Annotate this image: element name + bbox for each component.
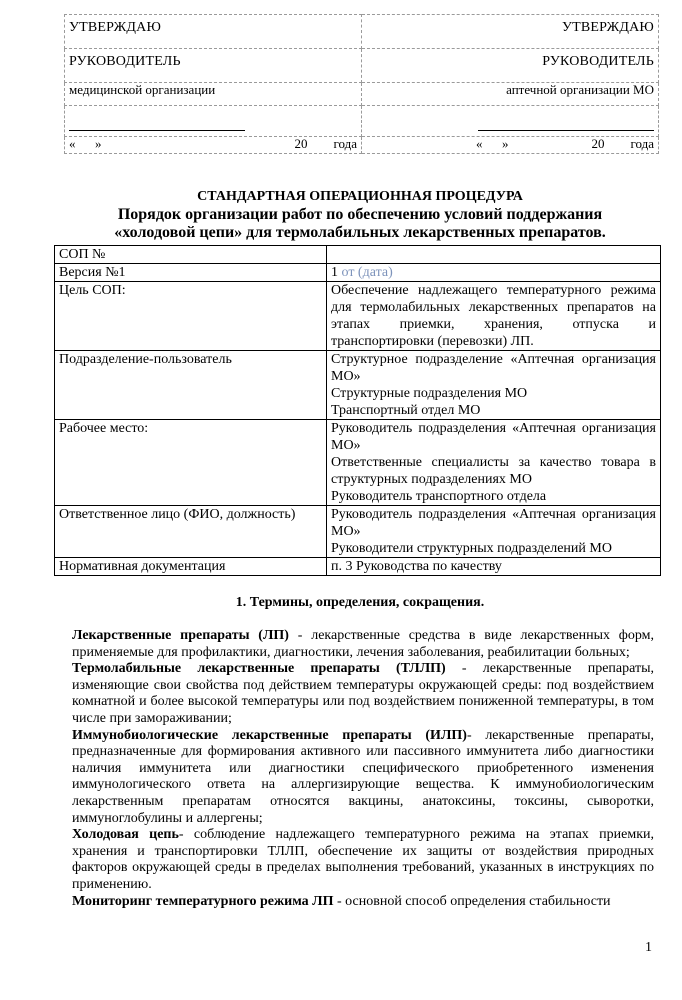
document-subtitle-line2: «холодовой цепи» для термолабильных лекарственных препаратов.	[114, 224, 606, 241]
version-label: Версия №1	[55, 264, 327, 282]
document-subtitle-line1: Порядок организации работ по обеспечению условий поддержания	[117, 206, 603, 223]
version-value: 1 от (дата)	[327, 264, 661, 282]
sop-row-value: Руководитель подразделения «Аптечная организация МО» Ответственные специалисты за качество товара в структурных подразделениях МО Руководитель транспортного отдела	[327, 420, 661, 506]
section-heading: 1. Термины, определения, сокращения.	[235, 595, 485, 610]
term-paragraph: Термолабильные лекарственные препараты (ТЛЛП) - лекарственные препараты, изменяющие свои свойства под действием температуры окружающей среды: под воздействием комнатной и более высокой температуры или под воздействием пониженной температуры, в том числе при замораживании;	[72, 661, 654, 726]
sop-row-value: п. 3 Руководства по качеству	[327, 558, 661, 576]
term-paragraph: Холодовая цепь- соблюдение надлежащего температурного режима на этапах приемки, хранения и транспортировки ТЛЛП, обеспечение их защиты от воздействия природных факторов окружающей среды в пределах выполнения требований, указанных в инструкциях по применению.	[72, 827, 654, 892]
document-title-block	[60, 188, 660, 242]
sop-row-label: Рабочее место:	[55, 420, 327, 506]
version-date-hint: от (дата)	[341, 265, 393, 280]
approve-right: УТВЕРЖДАЮ	[362, 15, 659, 49]
signature-right	[362, 106, 659, 137]
sop-row-label: Ответственное лицо (ФИО, должность)	[55, 506, 327, 558]
sop-number-label: СОП №	[55, 246, 327, 264]
approval-block	[64, 14, 659, 154]
document-title: СТАНДАРТНАЯ ОПЕРАЦИОННАЯ ПРОЦЕДУРА	[197, 189, 523, 204]
date-right: « » 20 года	[362, 137, 659, 154]
approve-left: УТВЕРЖДАЮ	[65, 15, 362, 49]
terms-body	[72, 628, 654, 910]
sop-row-value: Обеспечение надлежащего температурного режима для термолабильных лекарственных препаратов на этапах приемки, хранения, отпуска и транспортировки (перевозки) ЛП.	[327, 282, 661, 351]
date-left: « » 20 года	[65, 137, 362, 154]
term-paragraph: Мониторинг температурного режима ЛП - основной способ определения стабильности	[72, 893, 611, 909]
sop-row-label: Подразделение-пользователь	[55, 351, 327, 420]
page-number: 1	[645, 940, 652, 955]
term-paragraph: Лекарственные препараты (ЛП) - лекарственные средства в виде лекарственных форм, применяемые для профилактики, диагностики, лечения заболевания, реабилитации больных;	[72, 628, 654, 660]
head-right: РУКОВОДИТЕЛЬ	[362, 49, 659, 83]
org-left: медицинской организации	[65, 83, 362, 106]
sop-row-value: Структурное подразделение «Аптечная организация МО» Структурные подразделения МО Транспортный отдел МО	[327, 351, 661, 420]
sop-row-label: Нормативная документация	[55, 558, 327, 576]
sop-row-value: Руководитель подразделения «Аптечная организация МО» Руководители структурных подразделений МО	[327, 506, 661, 558]
sop-table	[54, 245, 661, 576]
head-left: РУКОВОДИТЕЛЬ	[65, 49, 362, 83]
sop-row-label: Цель СОП:	[55, 282, 327, 351]
term-paragraph: Иммунобиологические лекарственные препараты (ИЛП)- лекарственные препараты, предназначенные для формирования активного или пассивного иммунитета либо диагностики наличия иммунитета или диагностики специфического приобретенного изменения иммунологического ответа на аллергизирующие вещества. К иммунобиологическим лекарственным препаратам относятся вакцины, анатоксины, токсины, сыворотки, иммуноглобулины и аллергены;	[72, 727, 655, 826]
sop-number-value	[327, 246, 661, 264]
signature-left	[65, 106, 362, 137]
org-right: аптечной организации МО	[362, 83, 659, 106]
